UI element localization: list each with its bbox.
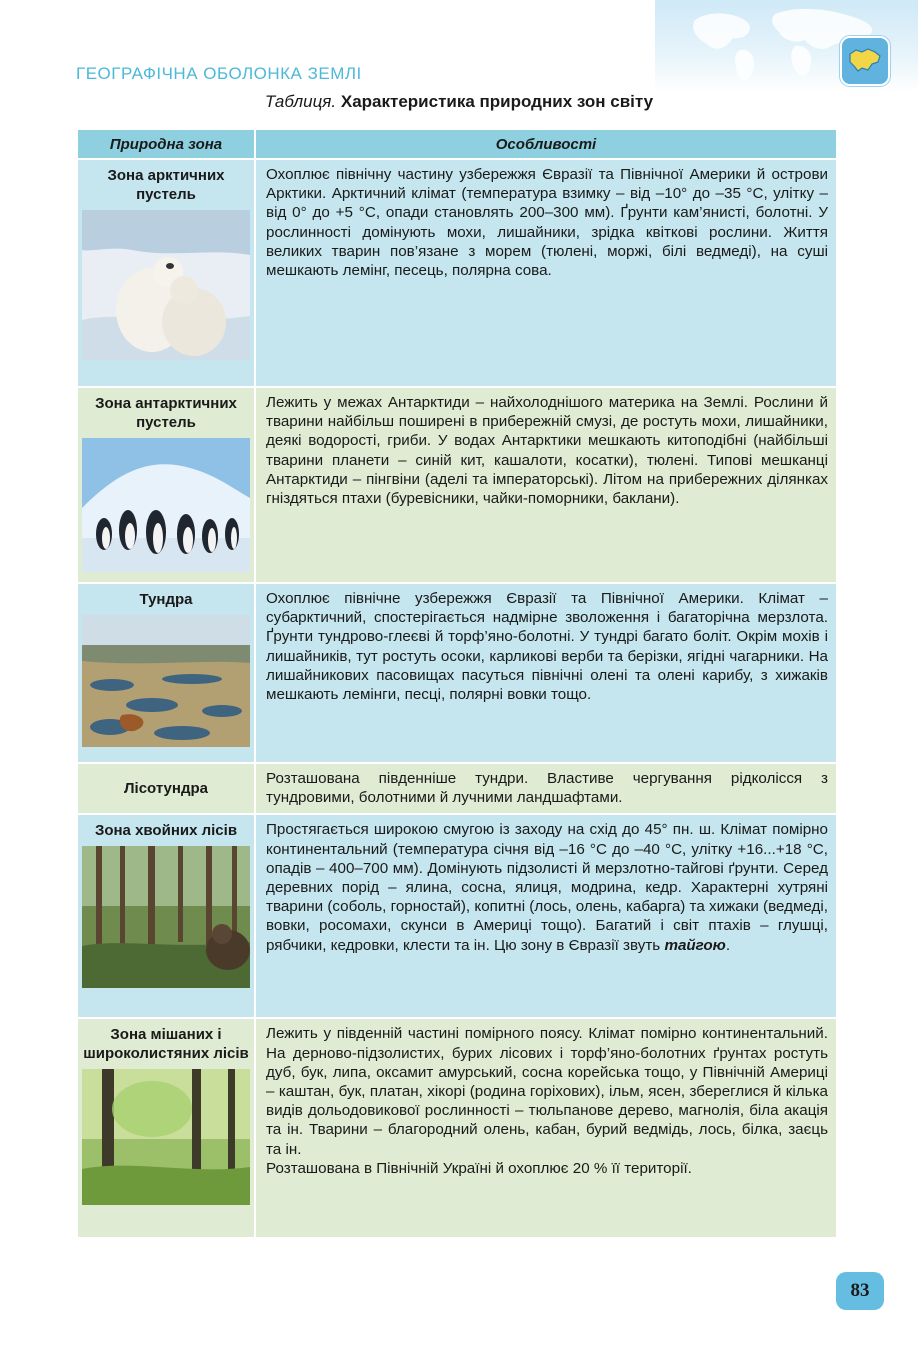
- features-cell: Охоплює північну частину узбережжя Євразії та Північної Америки й острови Арктики. Арктичний клімат (температура взимку – від –10° до –35 °С, улітку – від 0° до +5 °С, опади становлять 200–300 мм). Ґрунти кам’янисті, болотні. У рослинності домінують мохи, лишайники, зрідка квіткові рослини. Життя великих тварин пов’язане з морем (тюлені, моржі, білі ведмеді), на суші мешкають лемінг, песець, полярна сова.: [256, 160, 836, 386]
- zone-name: Зона хвойних лісів: [94, 822, 238, 840]
- zone-name: Зона антарктичних пустель: [95, 395, 237, 431]
- caption-prefix: Таблиця.: [264, 92, 337, 111]
- table-header-row: [78, 130, 836, 158]
- zone-name: Лісотундра: [124, 780, 208, 798]
- features-text-end: .: [725, 936, 731, 954]
- zone-cell: [78, 584, 254, 762]
- table-row: [78, 584, 836, 762]
- table-row: [78, 388, 836, 582]
- natural-zones-table: [76, 128, 838, 1239]
- zone-name: Тундра: [139, 591, 193, 608]
- zone-cell: [78, 764, 254, 813]
- column-header-zone: Природна зона: [78, 130, 254, 158]
- zone-cell: [78, 1019, 254, 1237]
- taiga-bear-photo: [82, 846, 250, 993]
- features-cell: Охоплює північне узбережжя Євразії та Північної Америки. Клімат – субарктичний, спостерігається надмірне зволоження і багаторічна мерзлота. Ґрунти тундрово-глеєві й торф’яно-болотні. У тундрі багато боліт. Окрім мохів і лишайників, тут ростуть осоки, карликові верби та берізки, ягідні чагарники. На лишайникових пасовищах пасуться північні олені та олені карибу, з хижаків мешкають лемінги, песці, полярні вовки тощо.: [256, 584, 836, 762]
- zone-name: Зона мішаних і широколистяних лісів: [83, 1026, 249, 1063]
- polar-bears-photo: [82, 210, 250, 365]
- features-cell: [256, 1019, 836, 1237]
- taiga-term: тайгою: [664, 936, 726, 954]
- ukraine-map-icon: [840, 36, 890, 86]
- table-row: [78, 815, 836, 1017]
- column-header-features: Особливості: [256, 130, 836, 158]
- zone-cell: [78, 388, 254, 582]
- table-row: [78, 160, 836, 386]
- table-row: [78, 1019, 836, 1237]
- table-row: [78, 764, 836, 813]
- zone-cell: [78, 815, 254, 1017]
- features-text: Лежить у південній частині помірного поясу. Клімат помірно континентальний. На дерново-підзолистих, бурих лісових і торф’яно-болотних ґрунтах ростуть дуб, бук, липа, оксамит амурський, сосна корейська тощо, у Північній Америці – каштан, бук, платан, хікорі (родина горіхових), ільм, ясен, збереглися й кілька видів дольодовикової рослинності – тюльпанове дерево, магнолія, біла акація та ін. Тварини – благородний олень, кабан, бурий ведмідь, лось, білка, заєць та ін.: [266, 1025, 828, 1158]
- zone-cell: [78, 160, 254, 386]
- features-text: Простягається широкою смугою із заходу на схід до 45° пн. ш. Клімат помірно континентальний (температура січня від –16 °С до –40 °С, улітку +16...+18 °С, опадів – 400–700 мм). Домінують підзолисті й мерзлотно-тайгові ґрунти. Серед деревних порід – ялина, сосна, ялиця, модрина, кедр. Характерні хутряні тварини (соболь, горностай), копитні (лось, олень, кабарга) та хижаки (ведмеді, вовки, росомахи, скунси в Америці тощо). Багатий і світ птахів – глушці, рябчики, кедровки, клести та ін. Цю зону в Євразії звуть: [266, 821, 828, 954]
- page-number: 83: [836, 1272, 884, 1310]
- section-title: ГЕОГРАФІЧНА ОБОЛОНКА ЗЕМЛІ: [76, 64, 362, 83]
- mixed-forest-photo: [82, 1069, 250, 1210]
- table-caption: [0, 92, 918, 112]
- caption-title: Характеристика природних зон світу: [340, 92, 654, 111]
- features-text-location: Розташована в Північній Україні й охоплює 20 % її території.: [266, 1159, 692, 1177]
- zone-name: Зона арктичних пустель: [107, 167, 225, 203]
- tundra-photo: [82, 615, 250, 752]
- penguins-photo: [82, 438, 250, 577]
- features-cell: Лежить у межах Антарктиди – найхолоднішого материка на Землі. Рослини й тварини найбільш поширені в прибережній смузі, де ростуть мохи, лишайники, деякі водорості, гриби. У водах Антарктики мешкають китоподібні (найбільші тварини планети – синій кит, кашалоти, косатки), тюлені. Типові мешканці Антарктиди – пінгвіни (аделі та імператорські). Літом на прибережних ділянках гніздяться птахи (буревісники, чайки-поморники, баклани).: [256, 388, 836, 582]
- features-cell: Розташована південніше тундри. Властиве чергування рідколісся з тундровими, болотними й лучними ландшафтами.: [256, 764, 836, 813]
- features-cell: [256, 815, 836, 1017]
